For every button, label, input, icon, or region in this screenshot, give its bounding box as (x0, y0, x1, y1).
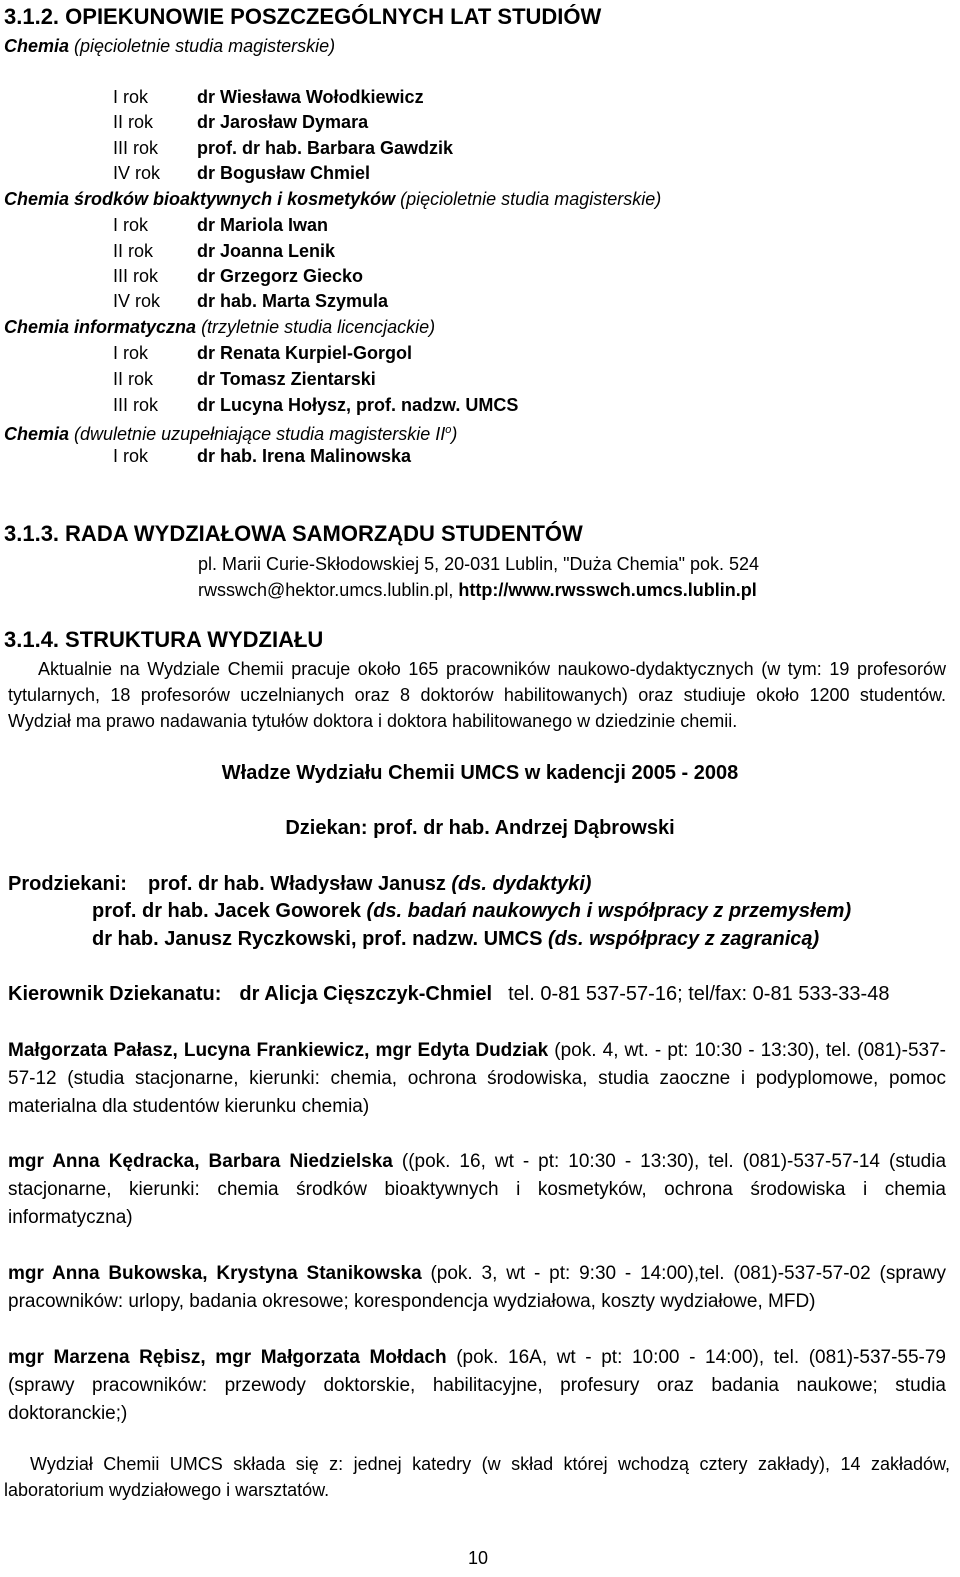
vice-dean-item: prof. dr hab. Władysław Janusz (ds. dydaktyki) (148, 873, 592, 895)
contact-line (198, 579, 757, 601)
program-title: Chemia środków bioaktywnych i kosmetyków (pięcioletnie studia magisterskie) (4, 189, 662, 209)
section-heading-312: 3.1.2. OPIEKUNOWIE POSZCZEGÓLNYCH LAT STUDIÓW (4, 4, 602, 29)
website-link[interactable]: http://www.rwsswch.umcs.lublin.pl (458, 580, 757, 600)
program-title: Chemia informatyczna (trzyletnie studia licencjackie) (4, 317, 436, 337)
section-heading-314: 3.1.4. STRUKTURA WYDZIAŁU (4, 627, 324, 652)
page-number: 10 (467, 1548, 489, 1568)
office-head-line: Kierownik Dziekanatu: dr Alicja Cięszczyk-Chmiel tel. 0-81 537-57-16; tel/fax: 0-81 533-33-48 (8, 983, 890, 1005)
email-link[interactable]: rwsswch@hektor.umcs.lublin.pl, (198, 580, 459, 600)
vice-dean-item: prof. dr hab. Jacek Goworek (ds. badań naukowych i współpracy z przemysłem) (92, 900, 852, 922)
dean-line: Dziekan: prof. dr hab. Andrzej Dąbrowski (285, 817, 675, 839)
program-title: Chemia (dwuletnie uzupełniające studia magisterskie $II^o$) (4, 424, 458, 444)
program-title: Chemia (pięcioletnie studia magisterskie) (4, 36, 336, 56)
structure-intro: Aktualnie na Wydziale Chemii pracuje około 165 pracowników naukowo-dydaktycznych (w tym: 19 profesorów tytularnych, 18 profesorów uczelnianych oraz 8 doktorów habilitowanych) oraz studiuje około 1200 studentów. Wydział ma prawo nadawania tytułów doktora i doktora habilitowanego w dziedzinie chemii. (8, 659, 946, 731)
vice-dean-item: dr hab. Janusz Ryczkowski, prof. nadzw. UMCS (ds. współpracy z zagranicą) (92, 928, 820, 950)
authorities-title: Władze Wydziału Chemii UMCS w kadencji 2005 - 2008 (221, 762, 739, 784)
staff-entry: mgr Marzena Rębisz, mgr Małgorzata Mołdach (pok. 16A, wt - pt: 10:00 - 14:00), tel. (081)-537-55-79 (sprawy pracowników: przewody doktorskie, habilitacyjne, profesury oraz badania naukowe; studia doktoranckie;) (8, 1347, 946, 1424)
section-heading-313: 3.1.3. RADA WYDZIAŁOWA SAMORZĄDU STUDENTÓW (4, 521, 583, 546)
closing-paragraph: Wydział Chemii UMCS składa się z: jednej katedry (w skład której wchodzą cztery zakłady), 14 zakładów, laboratorium wydziałowego i warsztatów. (4, 1454, 950, 1500)
address-text: pl. Marii Curie-Skłodowskiej 5, 20-031 Lublin, "Duża Chemia" pok. 524 (198, 554, 760, 574)
staff-entry: mgr Anna Bukowska, Krystyna Stanikowska (pok. 3, wt - pt: 9:30 - 14:00),tel. (081)-537-57-02 (sprawy pracowników: urlopy, badania okresowe; korespondencja wydziałowa, koszty wydziałowe, MFD) (8, 1263, 947, 1312)
vice-dean-label: Prodziekani: (8, 873, 127, 895)
staff-entry: Małgorzata Pałasz, Lucyna Frankiewicz, mgr Edyta Dudziak (pok. 4, wt. - pt: 10:30 - 13:30), tel. (081)-537-57-12 (studia stacjonarne, kierunki: chemia, ochrona środowiska, studia zaoczne i podyplomowe, pomoc materialna dla studentów kierunku chemia) (8, 1040, 946, 1117)
staff-entry: mgr Anna Kędracka, Barbara Niedzielska ((pok. 16, wt - pt: 10:30 - 13:30), tel. (081)-537-57-14 (studia stacjonarne, kierunki: chemia środków bioaktywnych i kosmetyków, ochrona środowiska i chemia informatyczna) (8, 1151, 947, 1228)
